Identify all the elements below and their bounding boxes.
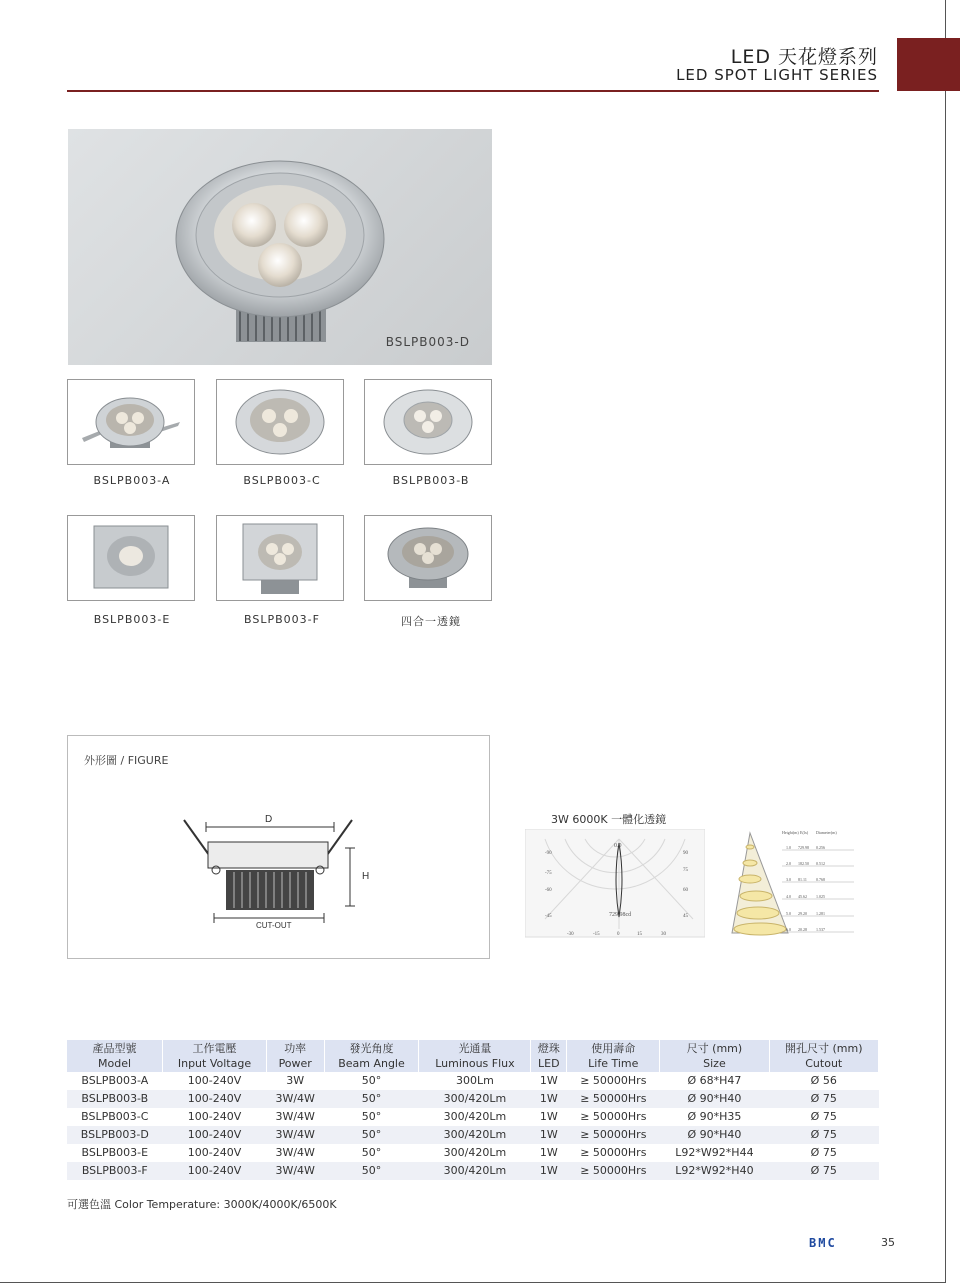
- cell-beam-angle: 50°: [324, 1162, 419, 1180]
- cell-flux: 300Lm: [456, 1074, 494, 1087]
- brand-logo: BMC: [809, 1236, 837, 1250]
- cell-size: L92*W92*H44: [675, 1146, 754, 1159]
- cell-power: 3W: [286, 1074, 305, 1087]
- cell-size: Ø 68*H47: [687, 1074, 742, 1087]
- dimension-d-label: D: [265, 814, 273, 825]
- thumbnail-b: [364, 379, 492, 465]
- cell-flux: 300/420Lm: [419, 1126, 531, 1144]
- cone-header: E(lx): [800, 830, 809, 835]
- thumbnail-c-label: BSLPB003-C: [243, 474, 321, 487]
- thumbnail-f-label: BSLPB003-F: [244, 613, 320, 626]
- cell-model: BSLPB003-D: [67, 1126, 163, 1144]
- page-number: 35: [881, 1236, 895, 1249]
- cell-model: BSLPB003-B: [67, 1090, 163, 1108]
- cell-model: BSLPB003-F: [67, 1162, 163, 1180]
- cell-voltage: 100-240V: [187, 1146, 242, 1159]
- cone-cell: 3.0: [786, 877, 791, 882]
- cone-cell: 729.98: [798, 845, 809, 850]
- downlight-b-illustration: [365, 380, 491, 464]
- illuminance-cone-chart: [728, 829, 868, 937]
- cell-flux: 300/420Lm: [419, 1162, 531, 1180]
- thumbnail-lens: [364, 515, 492, 601]
- cell-led: 1W: [531, 1162, 567, 1180]
- cell-cutout: Ø 75: [810, 1146, 837, 1159]
- cone-cell: 4.0: [786, 894, 791, 899]
- polar-top-label: 0.0: [614, 843, 622, 849]
- cell-cutout: Ø 75: [769, 1162, 879, 1180]
- cell-voltage: 100-240V: [187, 1110, 242, 1123]
- cone-cell: 81.11: [798, 877, 807, 882]
- thumbnail-e-label: BSLPB003-E: [93, 613, 171, 626]
- table-row: [67, 1144, 879, 1162]
- header-cutout: 開孔尺寸 (mm) Cutout: [769, 1040, 879, 1072]
- cell-power: 3W/4W: [266, 1162, 324, 1180]
- cone-cell: 1.281: [816, 911, 825, 916]
- cell-model: BSLPB003-A: [81, 1074, 149, 1087]
- polar-distribution-chart: [525, 829, 705, 939]
- cone-cell: 29.20: [798, 911, 807, 916]
- cell-flux: 300/420Lm: [419, 1090, 531, 1108]
- cone-cell: 5.0: [786, 911, 791, 916]
- cell-cutout: Ø 75: [769, 1090, 879, 1108]
- cell-power: 3W/4W: [275, 1110, 315, 1123]
- cone-cell: 6.0: [786, 927, 791, 932]
- dimension-drawing: [68, 736, 489, 958]
- cone-header: Diameter(m): [816, 830, 837, 835]
- table-row: [67, 1072, 879, 1090]
- thumbnail-b-label: BSLPB003-B: [392, 474, 470, 487]
- cone-cell: 1.537: [816, 927, 825, 932]
- table-row: [67, 1162, 879, 1180]
- header-life-time: 使用壽命 Life Time: [567, 1040, 660, 1072]
- polar-bottom-tick: -15: [593, 932, 600, 937]
- hero-product-image: [68, 129, 492, 365]
- cone-cell: 182.50: [798, 861, 809, 866]
- table-row: [67, 1126, 879, 1144]
- cell-beam-angle: 50°: [324, 1090, 419, 1108]
- cone-cell: 20.28: [798, 927, 807, 932]
- spec-table: [67, 1040, 879, 1180]
- thumbnail-a: [67, 379, 195, 465]
- cell-life: ≥ 50000Hrs: [580, 1146, 647, 1159]
- table-row: [67, 1090, 879, 1108]
- header-color-tab: [897, 38, 960, 91]
- figure-box: [67, 735, 490, 959]
- polar-center-value: 729.98cd: [609, 912, 632, 918]
- polar-bottom-tick: 0: [617, 932, 620, 937]
- cell-life: ≥ 50000Hrs: [567, 1126, 660, 1144]
- dimension-h-label: H: [362, 871, 370, 882]
- thumbnail-c: [216, 379, 344, 465]
- cell-size: Ø 90*H40: [660, 1126, 769, 1144]
- polar-bottom-tick: -30: [567, 932, 574, 937]
- header-model: 產品型號 Model: [67, 1040, 163, 1072]
- cell-power: 3W/4W: [266, 1126, 324, 1144]
- cell-led: 1W: [531, 1090, 567, 1108]
- cell-voltage: 100-240V: [163, 1162, 267, 1180]
- cell-size: L92*W92*H40: [660, 1162, 769, 1180]
- dimension-cutout-label: CUT-OUT: [256, 921, 292, 930]
- header-beam-angle: 發光角度 Beam Angle: [324, 1040, 419, 1072]
- header-power: 功率 Power: [266, 1040, 324, 1072]
- four-in-one-lens-illustration: [365, 516, 491, 600]
- downlight-c-illustration: [217, 380, 343, 464]
- thumbnail-lens-label: 四合一透鏡: [401, 615, 461, 628]
- cone-cell: 1.025: [816, 894, 825, 899]
- cell-model: BSLPB003-C: [81, 1110, 149, 1123]
- polar-bottom-tick: 30: [661, 932, 666, 937]
- header-title-english: LED SPOT LIGHT SERIES: [676, 66, 878, 84]
- cell-beam-angle: 50°: [324, 1126, 419, 1144]
- cell-voltage: 100-240V: [163, 1126, 267, 1144]
- cone-cell: 0.256: [816, 845, 825, 850]
- thumbnail-a-label: BSLPB003-A: [93, 474, 171, 487]
- cell-life: ≥ 50000Hrs: [567, 1162, 660, 1180]
- cell-voltage: 100-240V: [187, 1074, 242, 1087]
- header-size: 尺寸 (mm) Size: [660, 1040, 769, 1072]
- cell-led: 1W: [531, 1126, 567, 1144]
- cell-beam-angle: 50°: [361, 1146, 382, 1159]
- downlight-large-illustration: [68, 129, 492, 365]
- header-input-voltage: 工作電壓 Input Voltage: [163, 1040, 267, 1072]
- cell-voltage: 100-240V: [163, 1090, 267, 1108]
- polar-left-tick: -60: [545, 888, 552, 893]
- cone-cell: 1.0: [786, 845, 791, 850]
- figure-title: 外形圖 / FIGURE: [84, 754, 169, 767]
- cell-power: 3W/4W: [266, 1090, 324, 1108]
- table-row: [67, 1108, 879, 1126]
- cone-header: Height(m): [782, 830, 799, 835]
- cell-size: Ø 90*H40: [660, 1090, 769, 1108]
- header-rule: [67, 90, 879, 92]
- spec-table-header: [67, 1040, 879, 1072]
- polar-left-tick: -45: [545, 914, 552, 919]
- cell-led: 1W: [539, 1074, 558, 1087]
- photometric-caption: 3W 6000K 一體化透鏡: [551, 813, 667, 826]
- downlight-e-illustration: [68, 516, 194, 600]
- cell-cutout: Ø 75: [810, 1110, 837, 1123]
- cell-life: ≥ 50000Hrs: [580, 1110, 647, 1123]
- polar-right-tick: 90: [683, 851, 688, 856]
- hero-model-label: BSLPB003-D: [385, 335, 470, 349]
- downlight-a-illustration: [68, 380, 194, 464]
- header-title-chinese: LED 天花燈系列: [730, 46, 878, 68]
- cone-cell: 45.62: [798, 894, 807, 899]
- downlight-f-illustration: [217, 516, 343, 600]
- polar-right-tick: 60: [683, 888, 688, 893]
- cell-power: 3W/4W: [275, 1146, 315, 1159]
- cell-cutout: Ø 56: [810, 1074, 837, 1087]
- cell-beam-angle: 50°: [361, 1110, 382, 1123]
- cell-cutout: Ø 75: [769, 1126, 879, 1144]
- thumbnail-e: [67, 515, 195, 601]
- color-temperature-note: 可選色溫 Color Temperature: 3000K/4000K/6500K: [67, 1198, 337, 1211]
- cone-cell: 2.0: [786, 861, 791, 866]
- polar-right-tick: 45: [683, 914, 688, 919]
- cell-size: Ø 90*H35: [687, 1110, 742, 1123]
- polar-left-tick: -90: [545, 851, 552, 856]
- cone-cell: 0.512: [816, 861, 825, 866]
- polar-bottom-tick: 15: [637, 932, 642, 937]
- polar-left-tick: -75: [545, 871, 552, 876]
- cell-life: ≥ 50000Hrs: [580, 1074, 647, 1087]
- cell-model: BSLPB003-E: [81, 1146, 149, 1159]
- cell-flux: 300/420Lm: [443, 1146, 507, 1159]
- cell-led: 1W: [539, 1110, 558, 1123]
- thumbnail-f: [216, 515, 344, 601]
- cell-beam-angle: 50°: [361, 1074, 382, 1087]
- cell-life: ≥ 50000Hrs: [567, 1090, 660, 1108]
- cone-cell: 0.768: [816, 877, 825, 882]
- header-luminous-flux: 光通量 Luminous Flux: [419, 1040, 531, 1072]
- polar-right-tick: 75: [683, 868, 688, 873]
- cell-flux: 300/420Lm: [443, 1110, 507, 1123]
- header-led: 燈珠 LED: [531, 1040, 567, 1072]
- cell-led: 1W: [539, 1146, 558, 1159]
